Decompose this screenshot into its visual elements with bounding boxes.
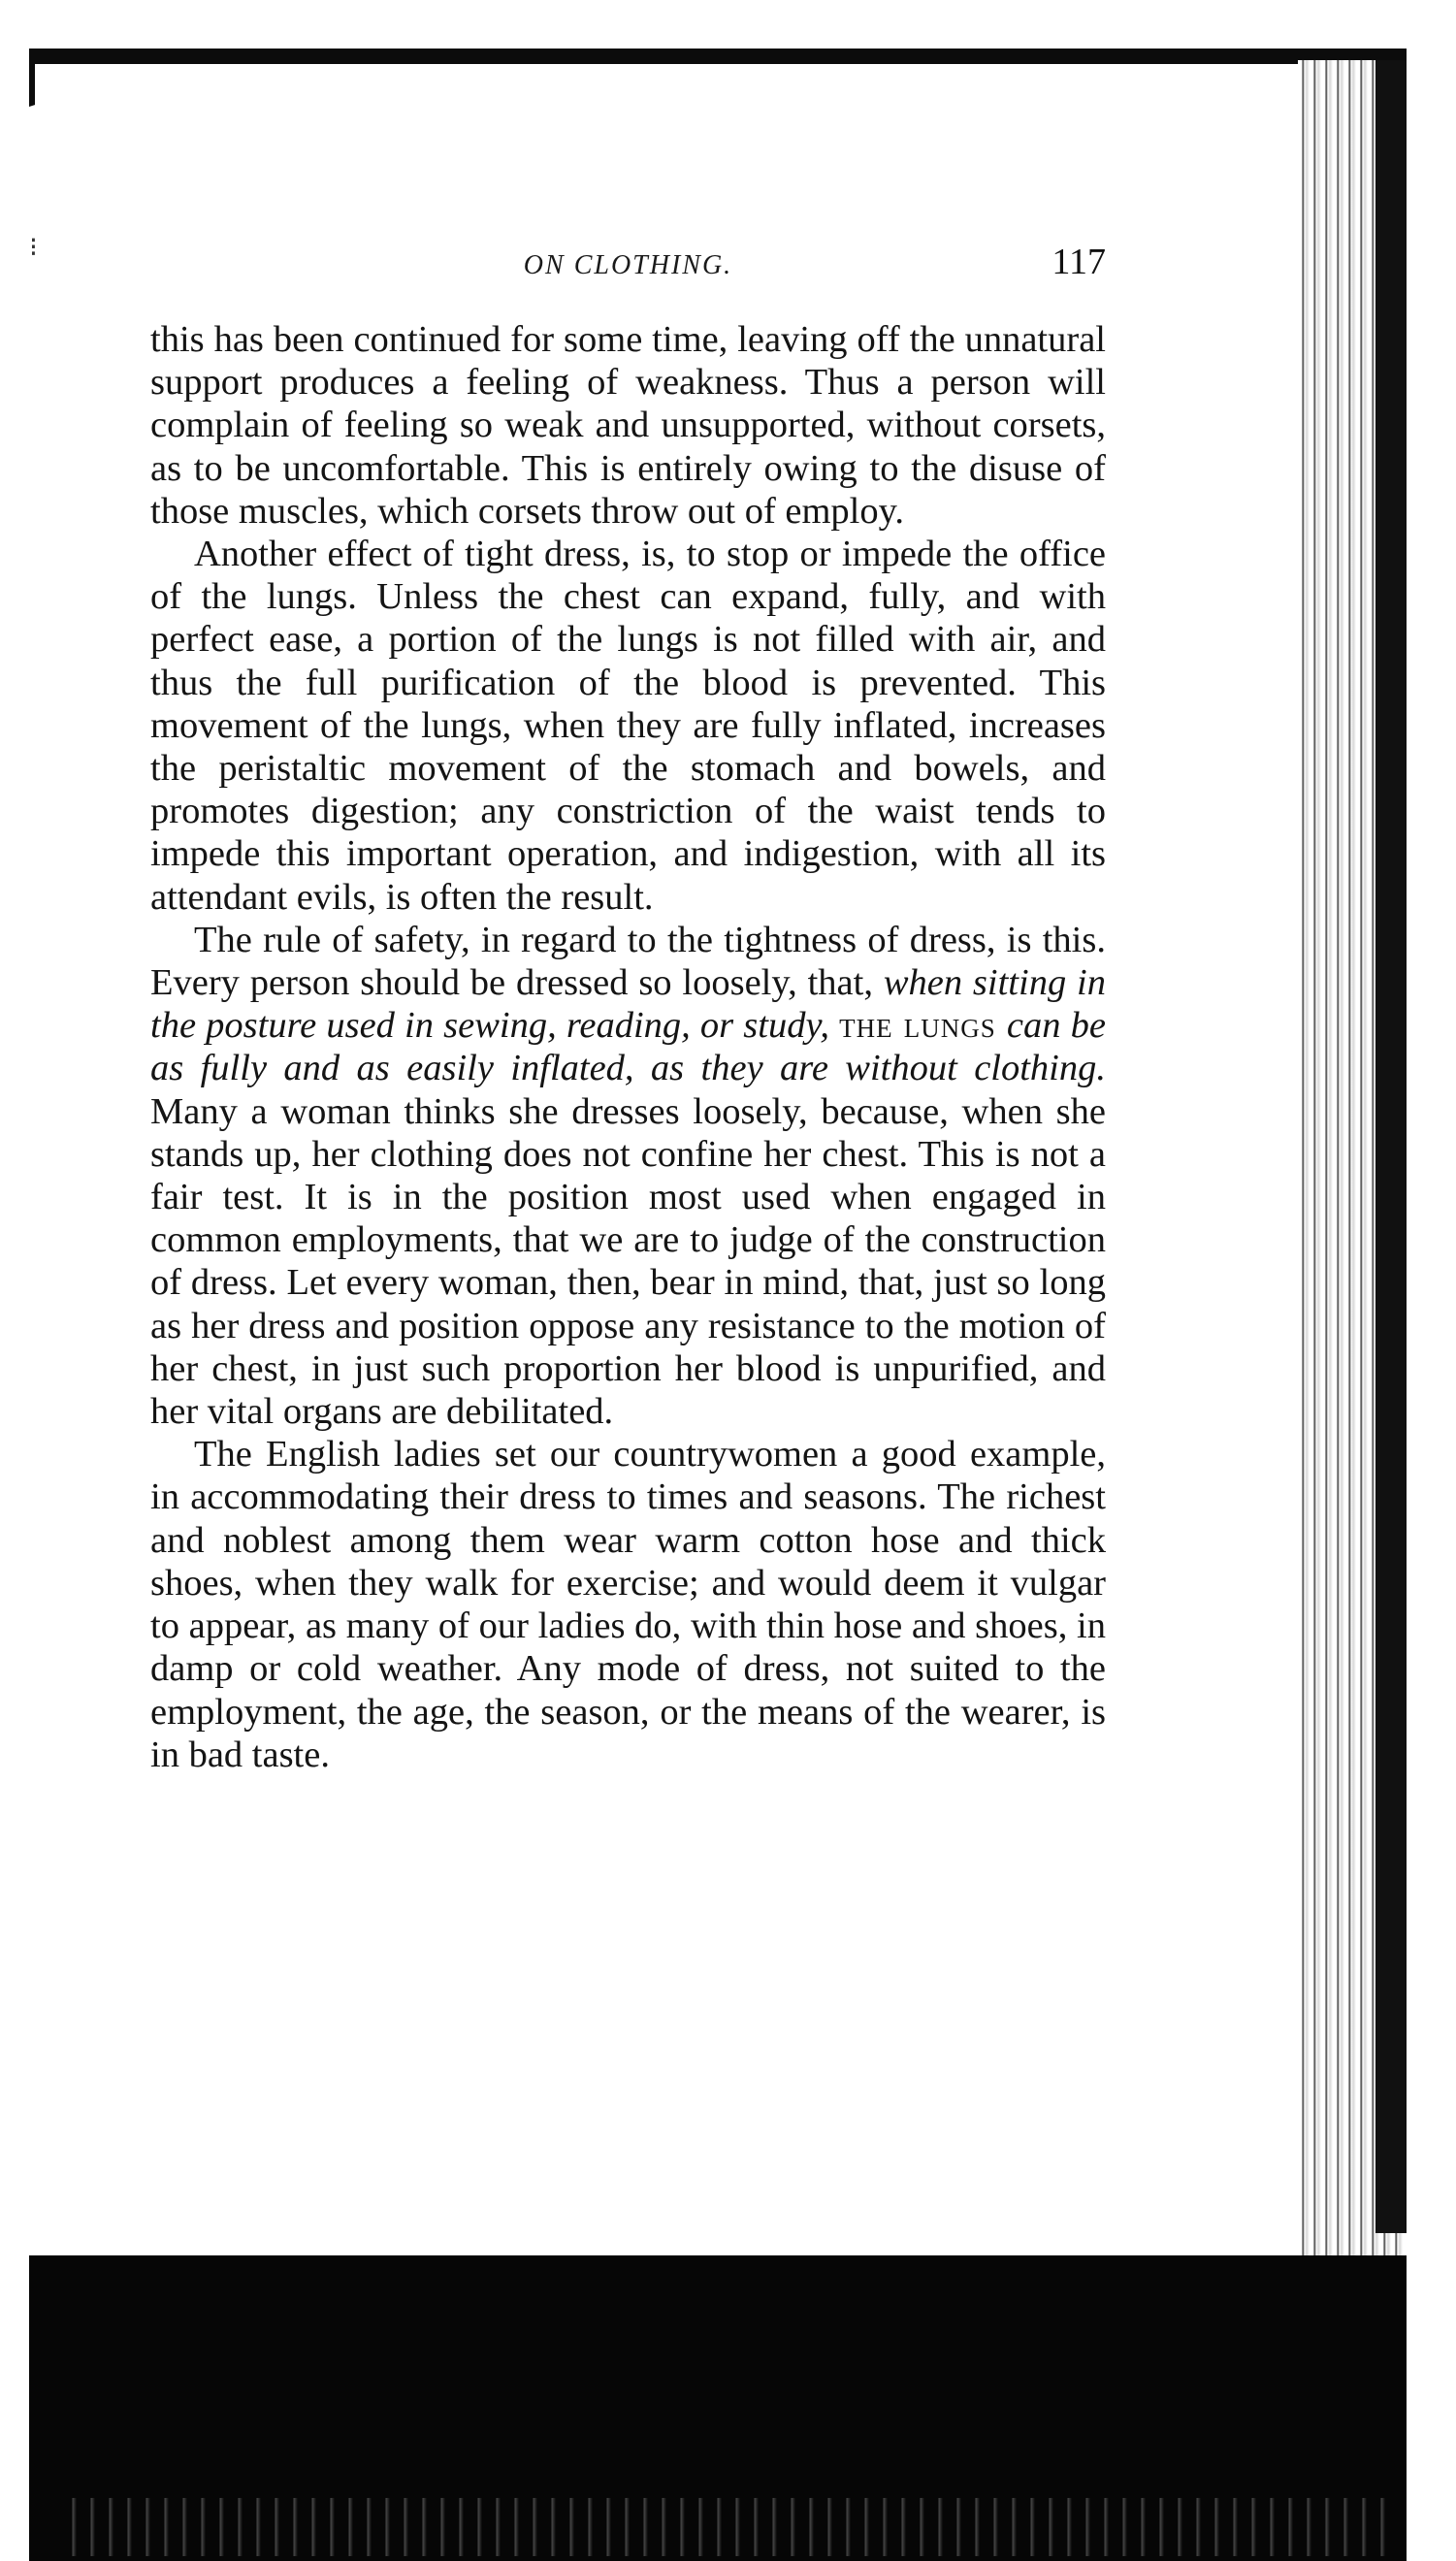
page-number: 117 [1052, 242, 1106, 282]
scan-noise [58, 2498, 1397, 2556]
paragraph [150, 318, 1106, 533]
text-segment: The rule of safety, in regard to the tightness of dress, is this. Every person should be dressed so loosely, that, [150, 919, 1106, 1004]
text-segment: Many a woman thinks she dresses loosely, because, when she stands up, her clothing does not confine her chest. This is not a fair test. It is in the position most used when engaged in common employments, that we are to judge of the construction of dress. Let every woman, then, bear in mind, that, just so long as her dress and position oppose any resistance to the motion of her chest, in just such proportion her blood is unpurified, and her vital organs are debilitated. [150, 1090, 1106, 1433]
text-segment: the lungs [839, 1005, 1007, 1047]
margin-mark: ⁝ [29, 233, 38, 263]
paragraph [150, 919, 1106, 1433]
running-head: ON CLOTHING. [523, 250, 733, 280]
text-segment: The English ladies set our countrywomen a good example, in accommodating their dress to times and seasons. The richest and noblest among them wear warm cotton hose and thick shoes, when they walk for exercise; and would deem it vulgar to appear, as many of our ladies do, with thin hose and shoes, in damp or cold weather. Any mode of dress, not suited to the employment, the age, the season, or the means of the wearer, is in bad taste. [150, 1434, 1106, 1775]
page-header [150, 241, 1106, 289]
paragraph [150, 533, 1106, 919]
body-text [150, 318, 1106, 1776]
text-segment: can be as fully and as easily inflated, as they are without clothing. [150, 1005, 1106, 1089]
text-segment: Another effect of tight dress, is, to stop or impede the office of the lungs. Unless the chest can expand, fully, and with perfect ease, a portion of the lungs is not filled with air, and thus the full purification of the blood is prevented. This movement of the lungs, when they are fully inflated, increases the peristaltic movement of the stomach and bowels, and promotes digestion; any constriction of the waist tends to impede this important operation, and indigestion, with all its attendant evils, is often the result. [150, 534, 1106, 918]
text-segment: when sitting in the posture used in sewing, reading, or study, [150, 962, 1107, 1047]
paragraph [150, 1433, 1106, 1776]
text-segment: this has been continued for some time, leaving off the unnatural support produces a feeling of weakness. Thus a person will complain of feeling so weak and unsupported, without corsets, as to be uncomfortable. This is entirely owing to the disuse of those muscles, which corsets throw out of employ. [150, 319, 1106, 532]
scan-border-right [1375, 60, 1407, 2233]
